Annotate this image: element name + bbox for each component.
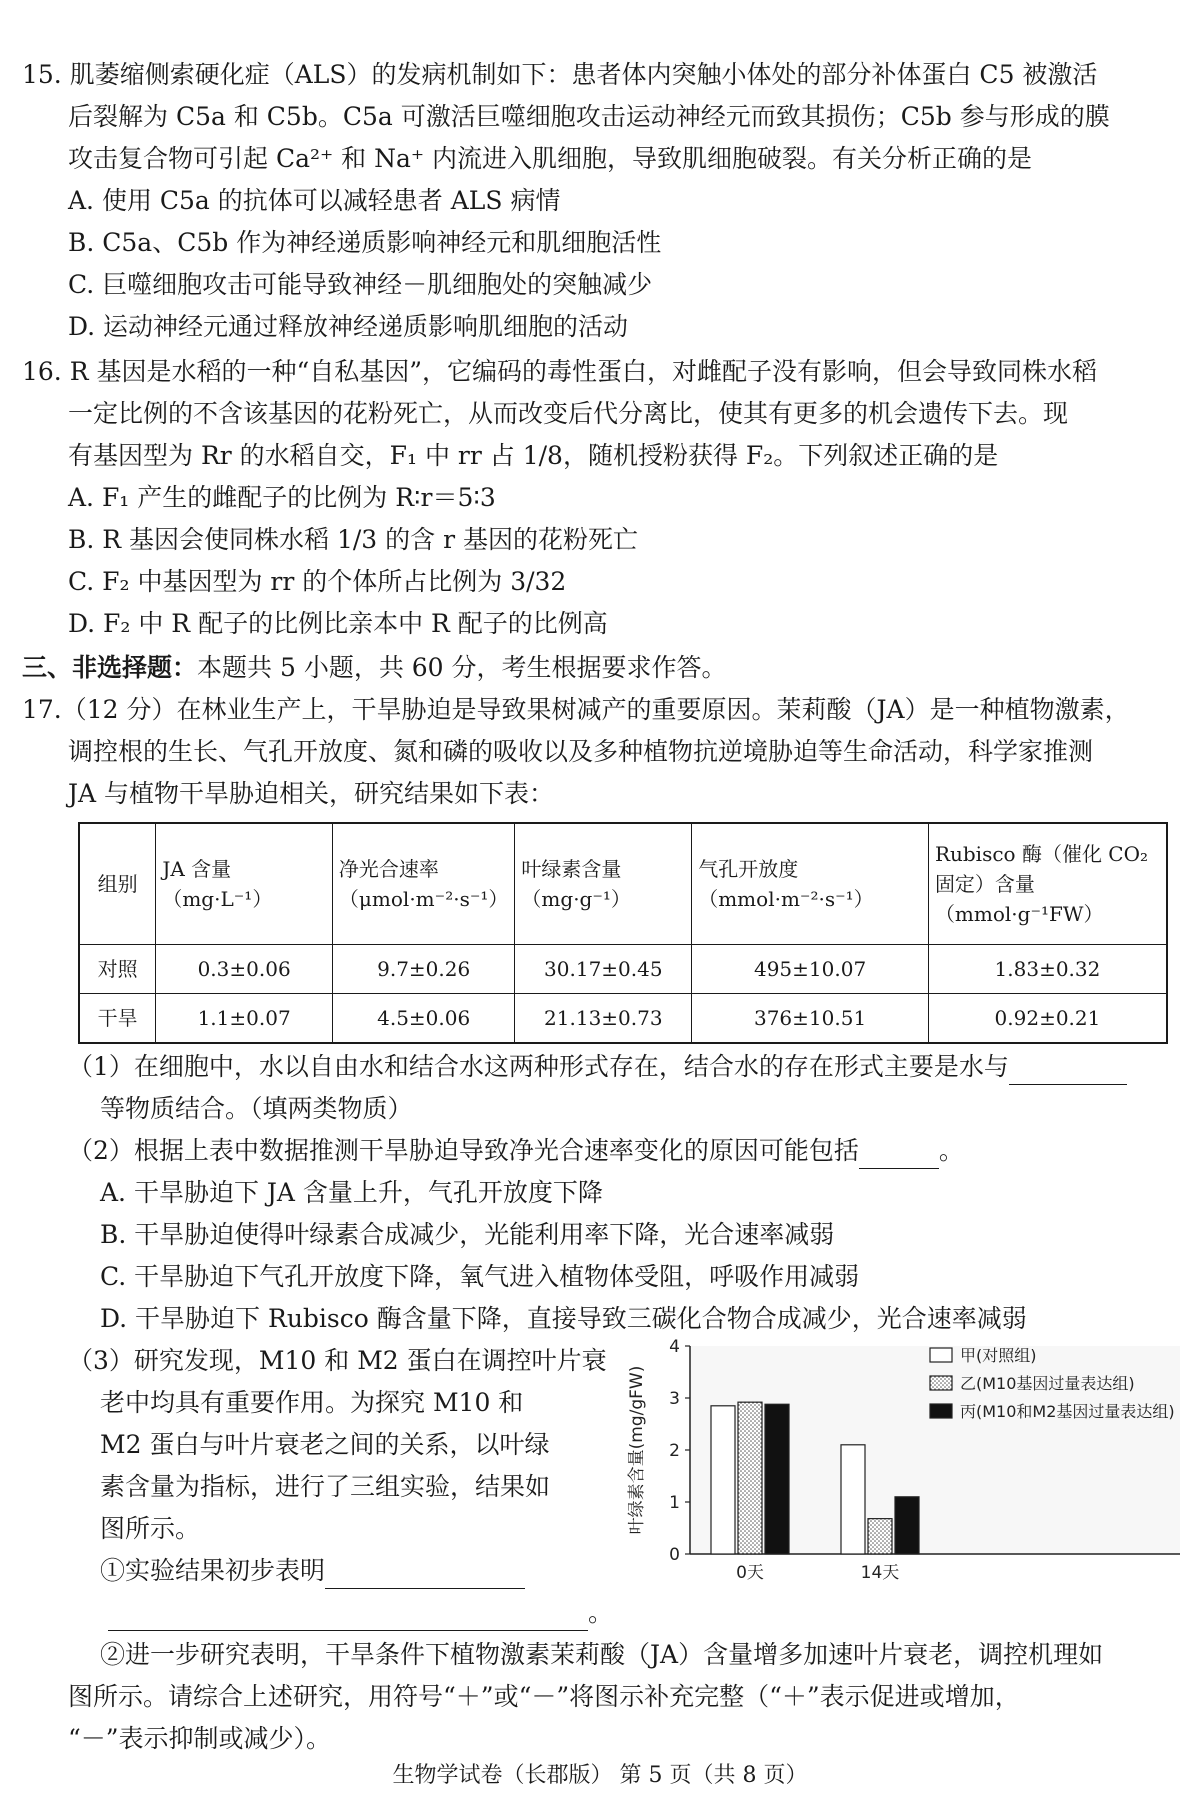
q16-option-a: A. F₁ 产生的雌配子的比例为 R∶r＝5∶3 — [68, 483, 496, 512]
y-tick-label: 4 — [669, 1338, 680, 1357]
q17-part3-line-4: 素含量为指标，进行了三组实验，结果如 — [100, 1472, 551, 1501]
table-row — [79, 994, 1167, 1044]
q15-line-1: 15. 肌萎缩侧索硬化症（ALS）的发病机制如下：患者体内突触小体处的部分补体蛋白 C5 被激活 — [22, 60, 1098, 89]
q17-part2-text: （2）根据上表中数据推测干旱胁迫导致净光合速率变化的原因可能包括 — [68, 1136, 859, 1165]
q17-part3-line-1: （3）研究发现，M10 和 M2 蛋白在调控叶片衰 — [68, 1346, 607, 1375]
table-header-row — [79, 823, 1167, 945]
table-header-cell: 叶绿素含量（mg·g⁻¹） — [515, 823, 692, 945]
q17-line-1: 17.（12 分）在林业生产上，干旱胁迫是导致果树减产的重要原因。茉莉酸（JA）是一种植物激素， — [22, 695, 1130, 724]
bar — [711, 1406, 735, 1554]
legend-label: 乙(M10基因过量表达组) — [960, 1374, 1135, 1393]
q17-line-3: JA 与植物干旱胁迫相关，研究结果如下表： — [68, 779, 555, 808]
table-cell: 对照 — [79, 945, 156, 994]
table-header-cell: JA 含量（mg·L⁻¹） — [156, 823, 333, 945]
q17-line-2: 调控根的生长、气孔开放度、氮和磷的吸收以及多种植物抗逆境胁迫等生命活动，科学家推测 — [68, 737, 1094, 766]
table-cell: 30.17±0.45 — [515, 945, 692, 994]
q17-part3-q1 — [100, 1554, 525, 1589]
section-3-desc: 本题共 5 小题，共 60 分，考生根据要求作答。 — [197, 653, 727, 682]
table-header-cell: 组别 — [79, 823, 156, 945]
legend-label: 丙(M10和M2基因过量表达组) — [960, 1402, 1175, 1421]
q17-part2-line — [68, 1134, 964, 1169]
q17-part3-line-3: M2 蛋白与叶片衰老之间的关系，以叶绿 — [100, 1430, 550, 1459]
table-cell: 0.92±0.21 — [928, 994, 1167, 1044]
q17-part2-option-d: D. 干旱胁迫下 Rubisco 酶含量下降，直接导致三碳化合物合成减少，光合速率减弱 — [100, 1304, 1027, 1333]
q16-option-b: B. R 基因会使同株水稻 1/3 的含 r 基因的花粉死亡 — [68, 525, 639, 554]
q17-part2-end: 。 — [938, 1136, 964, 1165]
q17-part1-text: （1）在细胞中，水以自由水和结合水这两种形式存在，结合水的存在形式主要是水与 — [68, 1052, 1009, 1081]
x-tick-label: 14天 — [860, 1563, 900, 1583]
page-footer: 生物学试卷（长郡版） 第 5 页（共 8 页） — [392, 1763, 808, 1788]
answer-blank-2[interactable] — [859, 1134, 939, 1169]
q17-part3-q1-text: ①实验结果初步表明 — [100, 1556, 326, 1585]
drought-data-table — [78, 822, 1168, 1044]
table-cell: 4.5±0.06 — [332, 994, 515, 1044]
table-cell: 21.13±0.73 — [515, 994, 692, 1044]
q16-option-d: D. F₂ 中 R 配子的比例比亲本中 R 配子的比例高 — [68, 609, 608, 638]
y-tick-label: 3 — [669, 1389, 680, 1409]
table-header-cell: 净光合速率（μmol·m⁻²·s⁻¹） — [332, 823, 515, 945]
answer-blank-3b[interactable] — [108, 1596, 588, 1631]
q17-part3-line-2: 老中均具有重要作用。为探究 M10 和 — [100, 1388, 524, 1417]
q16-line-2: 一定比例的不含该基因的花粉死亡，从而改变后代分离比，使其有更多的机会遗传下去。现 — [68, 399, 1069, 428]
table-cell: 495±10.07 — [692, 945, 929, 994]
y-axis-label: 叶绿素含量(mg/gFW) — [627, 1365, 647, 1535]
answer-blank-1[interactable] — [1009, 1050, 1127, 1085]
bar — [895, 1497, 919, 1554]
q17-part2-option-b: B. 干旱胁迫使得叶绿素合成减少，光能利用率下降，光合速率减弱 — [100, 1220, 835, 1249]
bar — [868, 1519, 892, 1554]
q16-line-3: 有基因型为 Rr 的水稻自交，F₁ 中 rr 占 1/8，随机授粉获得 F₂。下列叙述正确的是 — [68, 441, 999, 470]
y-tick-label: 1 — [669, 1493, 680, 1513]
q15-option-c: C. 巨噬细胞攻击可能导致神经－肌细胞处的突触减少 — [68, 270, 653, 299]
y-tick-label: 2 — [669, 1441, 680, 1461]
table-row — [79, 945, 1167, 994]
table-header-cell: 气孔开放度（mmol·m⁻²·s⁻¹） — [692, 823, 929, 945]
section-3-title: 三、非选择题： — [22, 653, 198, 682]
q17-part1-line-1 — [68, 1050, 1127, 1085]
q15-line-2: 后裂解为 C5a 和 C5b。C5a 可激活巨噬细胞攻击运动神经元而致其损伤；C5b 参与形成的膜 — [68, 102, 1110, 131]
table-cell: 0.3±0.06 — [156, 945, 333, 994]
q16-option-c: C. F₂ 中基因型为 rr 的个体所占比例为 3/32 — [68, 567, 567, 596]
answer-blank-3a[interactable] — [325, 1554, 525, 1589]
table-header-cell: Rubisco 酶（催化 CO₂ 固定）含量（mmol·g⁻¹FW） — [928, 823, 1167, 945]
legend-swatch — [930, 1348, 952, 1362]
table-cell: 干旱 — [79, 994, 156, 1044]
q17-part2-option-a: A. 干旱胁迫下 JA 含量上升，气孔开放度下降 — [100, 1178, 603, 1207]
legend-swatch — [930, 1404, 952, 1418]
q17-part3-q1-end: 。 — [588, 1598, 614, 1627]
table-cell: 9.7±0.26 — [332, 945, 515, 994]
q17-part2-option-c: C. 干旱胁迫下气孔开放度下降，氧气进入植物体受阻，呼吸作用减弱 — [100, 1262, 860, 1291]
legend-swatch — [930, 1376, 952, 1390]
bar — [765, 1404, 789, 1554]
q17-part3-q2-line-1: ②进一步研究表明，干旱条件下植物激素茉莉酸（JA）含量增多加速叶片衰老，调控机理如 — [100, 1640, 1104, 1669]
q15-option-b: B. C5a、C5b 作为神经递质影响神经元和肌细胞活性 — [68, 228, 662, 257]
section-3-heading — [22, 651, 727, 685]
q15-line-3: 攻击复合物可引起 Ca²⁺ 和 Na⁺ 内流进入肌细胞，导致肌细胞破裂。有关分析正确的是 — [68, 144, 1033, 173]
table-cell: 1.1±0.07 — [156, 994, 333, 1044]
legend-label: 甲(对照组) — [960, 1346, 1037, 1365]
q16-line-1: 16. R 基因是水稻的一种“自私基因”，它编码的毒性蛋白，对雌配子没有影响，但会导致同株水稻 — [22, 357, 1098, 386]
q17-part1-line-2: 等物质结合。（填两类物质） — [100, 1094, 413, 1123]
y-tick-label: 0 — [669, 1545, 680, 1565]
chlorophyll-bar-chart — [620, 1338, 1190, 1598]
table-cell: 376±10.51 — [692, 994, 929, 1044]
bar — [738, 1402, 762, 1554]
q17-part3-q2-line-2: 图所示。请综合上述研究，用符号“＋”或“－”将图示补充完整（“＋”表示促进或增加， — [68, 1682, 1020, 1711]
q17-part3-q1-cont — [108, 1596, 613, 1631]
q15-option-d: D. 运动神经元通过释放神经递质影响肌细胞的活动 — [68, 312, 629, 341]
q17-part3-line-5: 图所示。 — [100, 1514, 201, 1543]
table-cell: 1.83±0.32 — [928, 945, 1167, 994]
bar — [841, 1445, 865, 1554]
x-tick-label: 0天 — [736, 1563, 764, 1583]
q17-part3-q2-line-3: “－”表示抑制或减少）。 — [68, 1724, 332, 1753]
q15-option-a: A. 使用 C5a 的抗体可以减轻患者 ALS 病情 — [68, 186, 561, 215]
